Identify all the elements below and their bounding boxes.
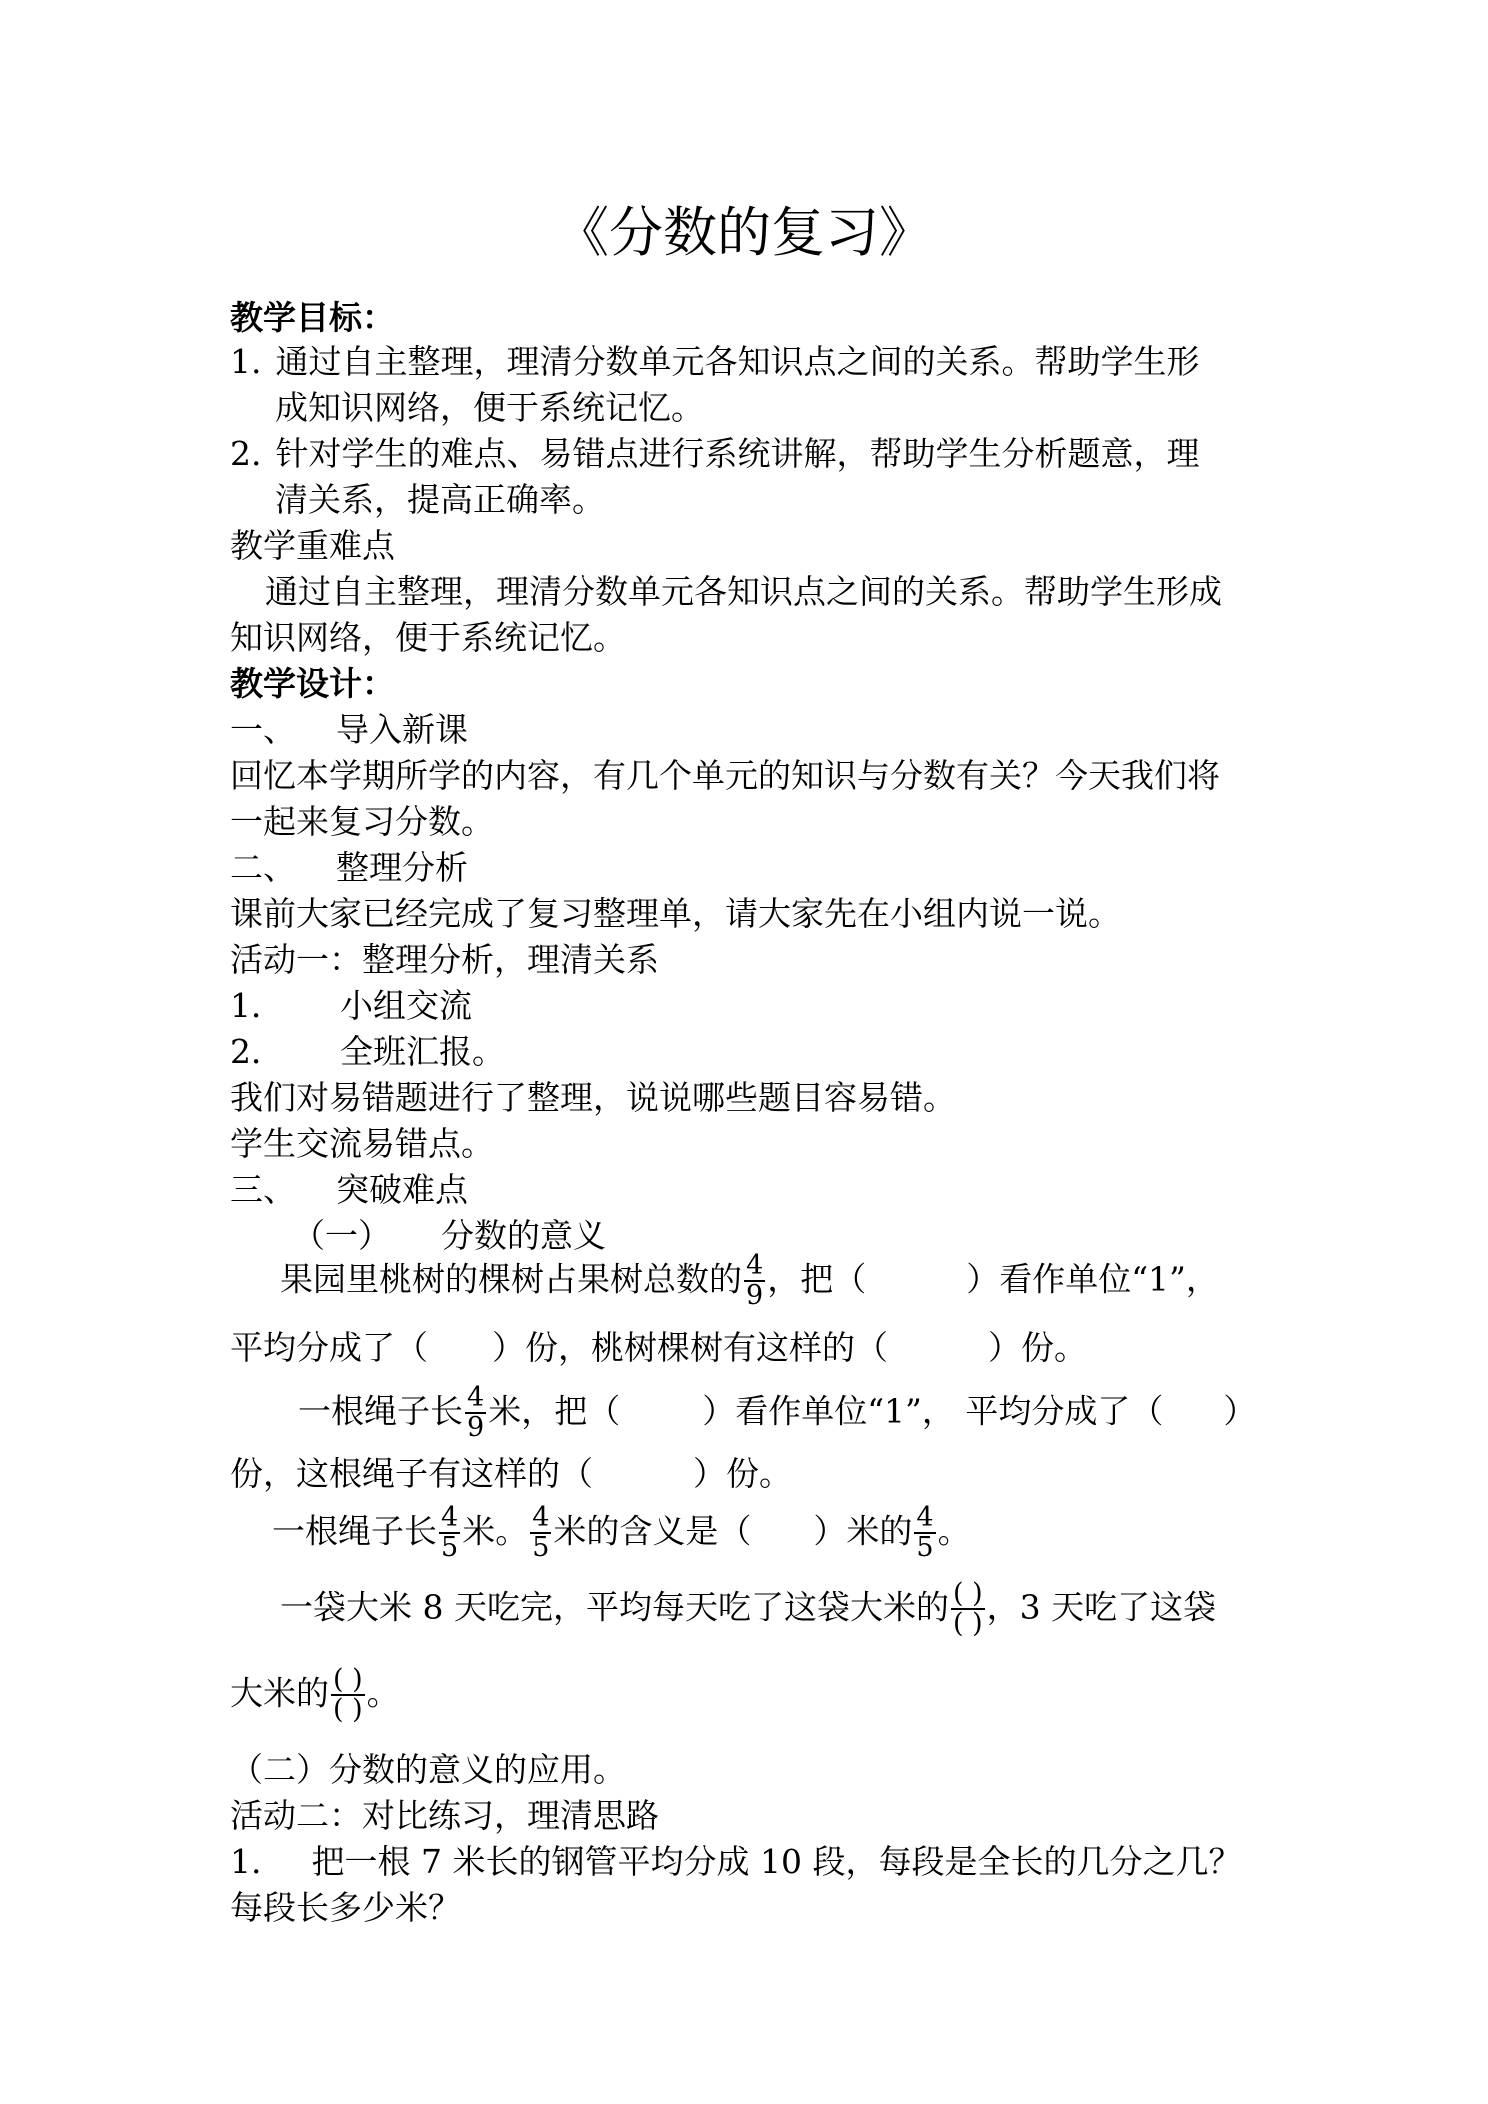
list-item-2 [230, 1032, 505, 1072]
fraction-numerator: 4 [532, 1502, 550, 1533]
fraction-numerator: 4 [746, 1250, 764, 1281]
blank-fraction[interactable] [951, 1580, 985, 1639]
goal-2-text: 针对学生的难点、易错点进行系统讲解，帮助学生分析题意，理 [275, 434, 1200, 473]
section-1-heading [230, 710, 468, 750]
fraction-denominator: 5 [441, 1532, 459, 1564]
practice-1-number: 1. [230, 1842, 262, 1881]
list-item-1-number: 1． [230, 986, 284, 1025]
section-2-para-3: 学生交流易错点。 [230, 1124, 494, 1163]
fraction-4-5 [914, 1504, 935, 1563]
goal-1-line-2: 成知识网络，便于系统记忆。 [275, 388, 704, 427]
section-1-title: 导入新课 [336, 710, 468, 749]
fraction-numerator-blank: ( ) [952, 1578, 983, 1609]
activity-2-title: 活动二：对比练习，理清思路 [230, 1796, 659, 1835]
q2-text-f: ）份。 [693, 1454, 792, 1493]
list-item-2-number: 2． [230, 1032, 284, 1071]
section-3-heading [230, 1170, 468, 1210]
section-2-para-1: 课前大家已经完成了复习整理单，请大家先在小组内说一说。 [230, 894, 1121, 933]
fraction-denominator-blank: ( ) [952, 1608, 983, 1640]
fraction-numerator: 4 [916, 1502, 934, 1533]
fraction-denominator: 9 [746, 1280, 764, 1312]
q2-text-b: 米，把（ [488, 1391, 621, 1431]
goal-2-line-2: 清关系，提高正确率。 [275, 480, 605, 519]
list-item-1-text: 小组交流 [340, 986, 472, 1025]
fraction-denominator: 9 [467, 1412, 485, 1444]
q3-text-b: 米。 [462, 1511, 529, 1551]
fraction-4-9 [465, 1384, 486, 1443]
goal-2-line-1 [230, 434, 1200, 474]
section-3-number: 三、 [230, 1170, 296, 1209]
fraction-denominator-blank: ( ) [333, 1694, 363, 1726]
q2-text-d: ） [1223, 1391, 1257, 1431]
question-2-line-2 [230, 1454, 792, 1494]
question-1-line-1 [280, 1252, 1219, 1311]
question-4-line-1 [280, 1580, 1216, 1639]
list-item-1 [230, 986, 472, 1026]
practice-1-text: 把一根 7 米长的钢管平均分成 10 段，每段是全长的几分之几？ [311, 1842, 1242, 1881]
q1-text-d: 平均分成了（ [230, 1328, 428, 1367]
q4-text-b: ，3 天吃了这袋 [986, 1587, 1217, 1627]
activity-1-title: 活动一：整理分析，理清关系 [230, 940, 659, 979]
document-title: 《分数的复习》 [555, 201, 933, 264]
question-2-line-1 [298, 1384, 1256, 1443]
fraction-numerator: 4 [467, 1382, 485, 1413]
key-points-line-2: 知识网络，便于系统记忆。 [230, 618, 626, 657]
goal-1-line-1 [230, 342, 1200, 382]
q3-text-c: 米的含义是（ [553, 1511, 752, 1551]
section-2-number: 二、 [230, 848, 296, 887]
fraction-4-9 [744, 1252, 765, 1311]
key-points-line-1: 通过自主整理，理清分数单元各知识点之间的关系。帮助学生形成 [265, 572, 1222, 611]
q2-text-e: 份，这根绳子有这样的（ [230, 1454, 593, 1493]
fraction-4-5 [530, 1504, 551, 1563]
q3-text-d: ）米的 [813, 1511, 913, 1551]
section-3-title: 突破难点 [336, 1170, 468, 1209]
goals-heading: 教学目标： [230, 298, 395, 337]
q1-text-e: ）份，桃树棵树有这样的（ [492, 1328, 888, 1367]
q1-text-b: ，把（ [767, 1259, 867, 1299]
q3-text-e: 。 [937, 1511, 971, 1551]
q4-text-d: 。 [366, 1673, 400, 1713]
fraction-4-5 [439, 1504, 460, 1563]
key-points-heading: 教学重难点 [230, 526, 395, 565]
practice-1-line-1 [230, 1842, 1241, 1882]
q1-text-c: ）看作单位“1”， [966, 1259, 1219, 1299]
fraction-denominator: 5 [916, 1532, 934, 1564]
blank-fraction[interactable] [331, 1666, 365, 1725]
q4-text-a: 一袋大米 8 天吃完，平均每天吃了这袋大米的 [280, 1587, 949, 1627]
question-3 [272, 1504, 971, 1563]
design-heading: 教学设计： [230, 664, 395, 703]
fraction-denominator: 5 [532, 1532, 550, 1564]
fraction-numerator: 4 [441, 1502, 459, 1533]
question-4-line-2 [230, 1666, 400, 1725]
subsection-2-heading: （二）分数的意义的应用。 [230, 1750, 626, 1789]
practice-1-line-2: 每段长多少米？ [230, 1888, 461, 1927]
q4-text-c: 大米的 [230, 1673, 329, 1713]
q2-text-c: ）看作单位“1”， 平均分成了（ [702, 1391, 1164, 1431]
section-2-heading [230, 848, 468, 888]
q3-text-a: 一根绳子长 [272, 1511, 437, 1551]
section-2-para-2: 我们对易错题进行了整理，说说哪些题目容易错。 [230, 1078, 956, 1117]
subsection-1-number: （一） [292, 1216, 391, 1255]
q2-text-a: 一根绳子长 [298, 1391, 463, 1431]
q1-text-a: 果园里桃树的棵树占果树总数的 [280, 1259, 742, 1299]
fraction-numerator-blank: ( ) [333, 1664, 363, 1695]
section-1-number: 一、 [230, 710, 296, 749]
goal-1-text: 通过自主整理，理清分数单元各知识点之间的关系。帮助学生形 [275, 342, 1200, 381]
subsection-1-heading [292, 1216, 606, 1256]
subsection-1-title: 分数的意义 [441, 1216, 606, 1255]
section-1-para-line-2: 一起来复习分数。 [230, 802, 494, 841]
section-1-para-line-1: 回忆本学期所学的内容，有几个单元的知识与分数有关？今天我们将 [230, 756, 1220, 795]
q1-text-f: ）份。 [988, 1328, 1087, 1367]
list-item-2-text: 全班汇报。 [340, 1032, 505, 1071]
section-2-title: 整理分析 [336, 848, 468, 887]
goal-2-number: 2. [230, 434, 262, 473]
goal-1-number: 1. [230, 342, 262, 381]
question-1-line-2 [230, 1328, 1087, 1368]
